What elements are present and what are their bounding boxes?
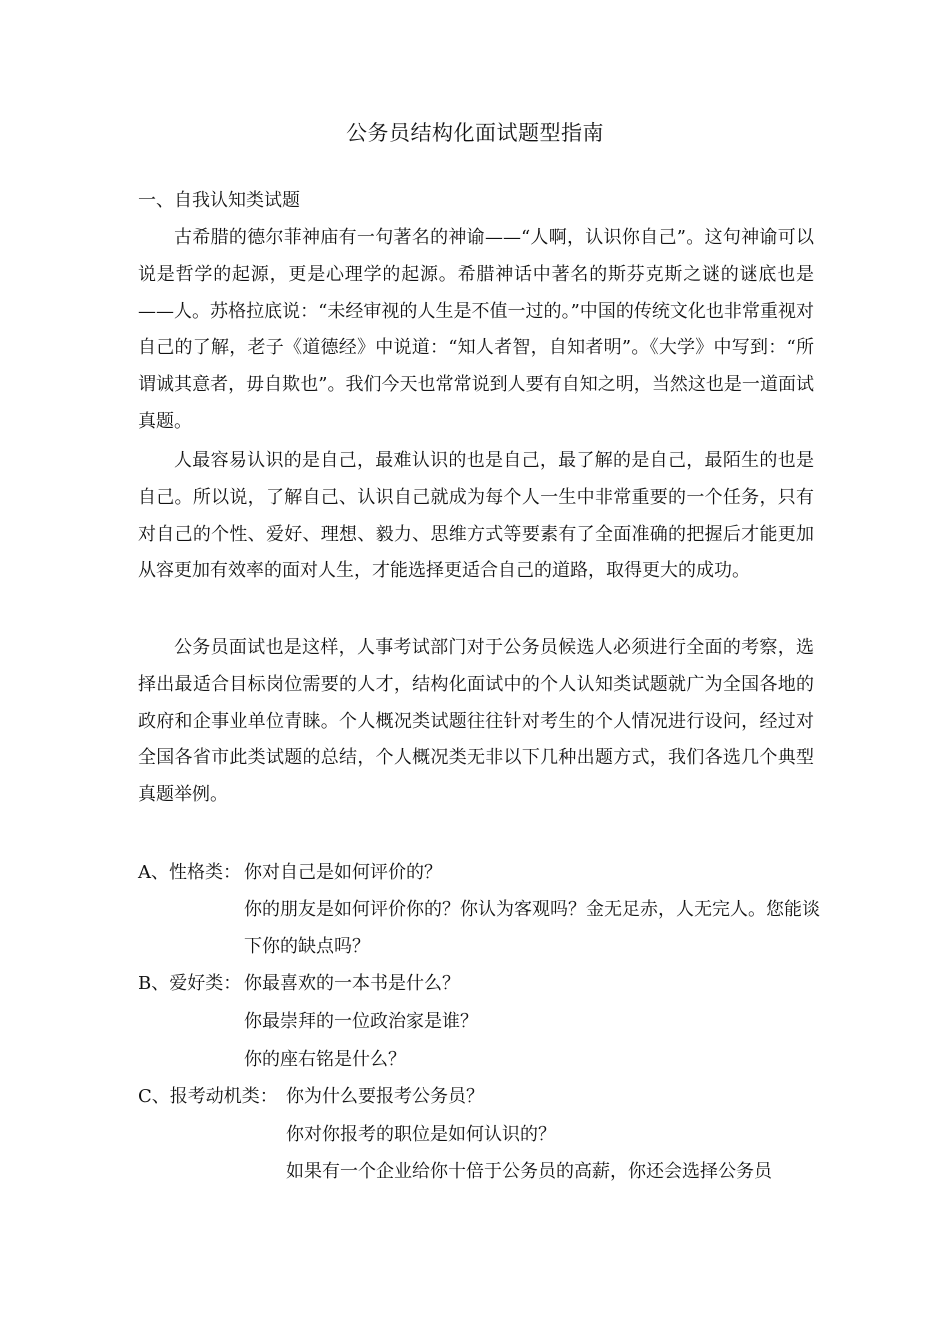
category-label-b: B、爱好类： [138,973,242,994]
section-heading: 一、自我认知类试题 [138,190,300,211]
question-item: 你最喜欢的一本书是什么？ [244,973,460,994]
category-label-c: C、报考动机类： [138,1086,278,1107]
question-item: 如果有一个企业给你十倍于公务员的高薪，你还会选择公务员 [286,1161,772,1182]
question-item: 你对自己是如何评价的？ [244,862,442,883]
body-paragraph [138,630,814,814]
question-item: 你对你报考的职位是如何认识的？ [286,1124,556,1145]
paragraph-text: 人最容易认识的是自己，最难认识的也是自己，最了解的是自己，最陌生的也是自己。所以说，了解自己、认识自己就成为每个人一生中非常重要的一个任务，只有对自己的个性、爱好、理想、毅力、思维方式等要素有了全面准确的把握后才能更加从容更加有效率的面对人生，才能选择更适合自己的道路，取得更大的成功。 [138,450,814,582]
question-item: 你为什么要报考公务员？ [286,1086,484,1107]
question-item: 你的朋友是如何评价你的？你认为客观吗？金无足赤，人无完人。您能谈下你的缺点吗？ [244,899,820,957]
paragraph-text: 公务员面试也是这样，人事考试部门对于公务员候选人必须进行全面的考察，选择出最适合目标岗位需要的人才，结构化面试中的个人认知类试题就广为全国各地的政府和企事业单位青睐。个人概况类试题往往针对考生的个人情况进行设问，经过对全国各省市此类试题的总结，个人概况类无非以下几种出题方式，我们各选几个典型真题举例。 [138,637,814,806]
paragraph-text: 古希腊的德尔菲神庙有一句著名的神谕——“人啊，认识你自己”。这句神谕可以说是哲学的起源，更是心理学的起源。希腊神话中著名的斯芬克斯之谜的谜底也是——人。苏格拉底说：“未经审视的人生是不值一过的。”中国的传统文化也非常重视对自己的了解，老子《道德经》中说道：“知人者智，自知者明”。《大学》中写到：“所谓诚其意者，毋自欺也”。我们今天也常常说到人要有自知之明，当然这也是一道面试真题。 [138,227,814,432]
document-title: 公务员结构化面试题型指南 [346,121,604,145]
body-paragraph [138,443,814,590]
category-label-a: A、性格类： [138,862,241,883]
question-item: 你的座右铭是什么？ [244,1049,406,1070]
question-item: 你最崇拜的一位政治家是谁？ [244,1011,478,1032]
body-paragraph [138,220,814,441]
